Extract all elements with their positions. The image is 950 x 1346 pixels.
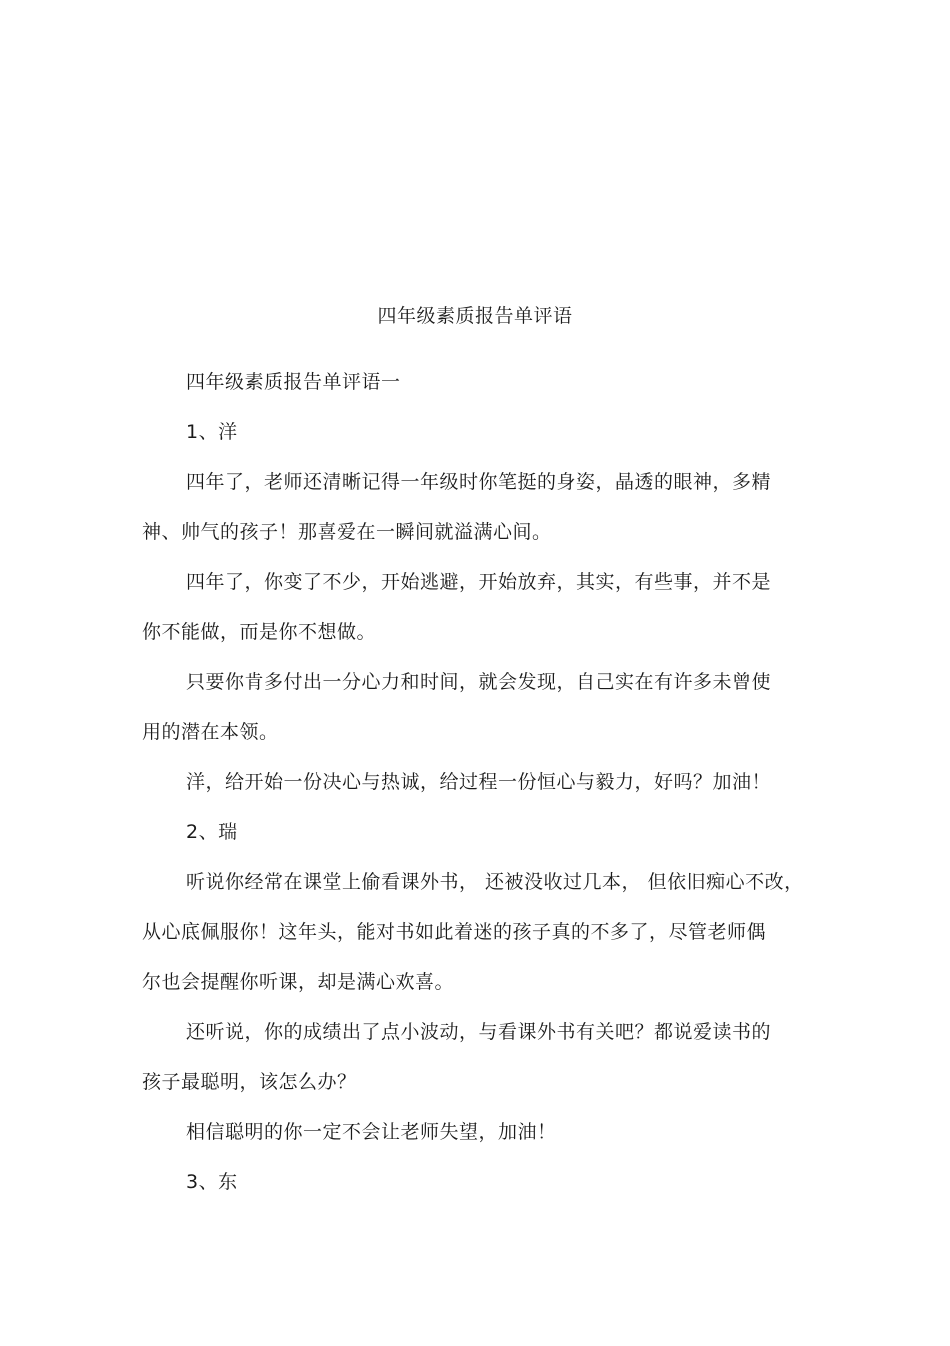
paragraph-line: 从心底佩服你！这年头，能对书如此着迷的孩子真的不多了，尽管老师偶	[142, 921, 767, 943]
section-heading: 四年级素质报告单评语一	[186, 371, 401, 393]
paragraph-line: 孩子最聪明，该怎么办？	[142, 1071, 357, 1093]
paragraph-line: 洋，给开始一份决心与热诚，给过程一份恒心与毅力，好吗？加油！	[186, 771, 772, 793]
paragraph-line: 还听说，你的成绩出了点小波动，与看课外书有关吧？都说爱读书的	[186, 1021, 772, 1043]
paragraph-line: 尔也会提醒你听课，却是满心欢喜。	[142, 971, 455, 993]
paragraph-line: 神、帅气的孩子！那喜爱在一瞬间就溢满心间。	[142, 521, 552, 543]
paragraph-line: 你不能做，而是你不想做。	[142, 621, 377, 643]
paragraph-line: 只要你肯多付出一分心力和时间，就会发现，自己实在有许多未曾使	[186, 671, 772, 693]
paragraph-line: 四年了，你变了不少，开始逃避，开始放弃，其实，有些事，并不是	[186, 571, 772, 593]
item-number-3: 3、东	[186, 1171, 238, 1193]
item-number-2: 2、瑞	[186, 821, 238, 843]
document-title: 四年级素质报告单评语	[377, 305, 573, 327]
paragraph-line: 相信聪明的你一定不会让老师失望，加油！	[186, 1121, 557, 1143]
paragraph-line: 四年了，老师还清晰记得一年级时你笔挺的身姿，晶透的眼神，多精	[186, 471, 772, 493]
paragraph-line: 用的潜在本领。	[142, 721, 279, 743]
item-number-1: 1、洋	[186, 421, 238, 443]
paragraph-line: 听说你经常在课堂上偷看课外书， 还被没收过几本， 但依旧痴心不改，	[186, 871, 804, 893]
